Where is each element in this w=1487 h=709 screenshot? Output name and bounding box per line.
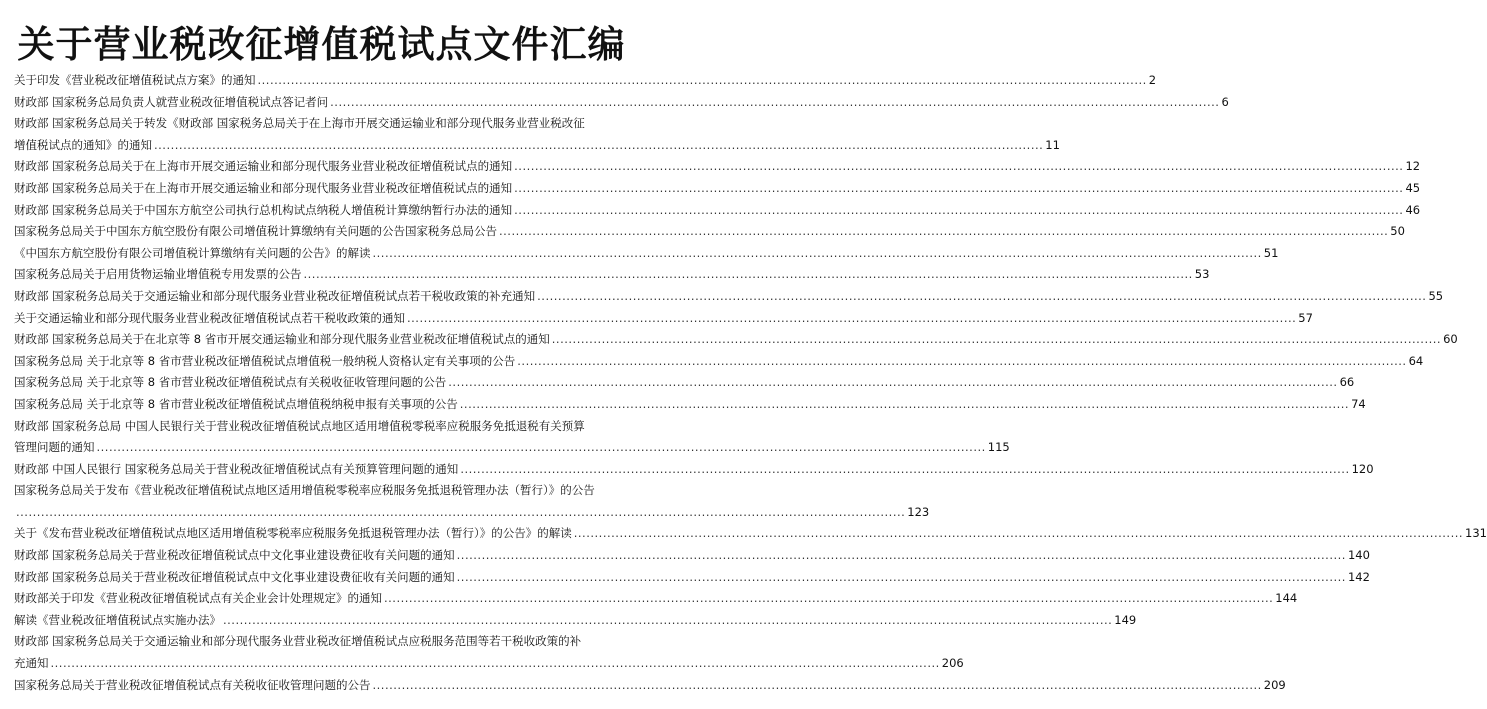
toc-page-number: 66 xyxy=(1339,375,1355,390)
toc-entry-title: 财政部 国家税务总局负责人就营业税改征增值税试点答记者问 xyxy=(14,94,329,109)
toc-entry[interactable] xyxy=(14,545,1370,567)
toc-entry[interactable] xyxy=(14,567,1370,589)
toc-leader-dots xyxy=(537,286,1426,308)
toc-leader-dots xyxy=(373,243,1262,265)
toc-leader-dots xyxy=(517,351,1406,373)
toc-entry[interactable] xyxy=(14,675,1286,697)
toc-entry-title: 解读《营业税改征增值税试点实施办法》 xyxy=(14,612,221,627)
toc-page-number: 51 xyxy=(1263,245,1279,260)
toc-entry[interactable] xyxy=(14,264,1210,286)
toc-entry-title: 国家税务总局关于中国东方航空股份有限公司增值税计算缴纳有关问题的公告国家税务总局公告 xyxy=(14,224,497,239)
toc-entry-title: 国家税务总局 关于北京等 8 省市营业税改征增值税试点增值税一般纳税人资格认定有关事项的公告 xyxy=(14,353,516,368)
toc-entry[interactable] xyxy=(14,459,1374,481)
toc-page-number: 115 xyxy=(987,440,1010,455)
toc-leader-dots xyxy=(97,437,986,459)
toc-leader-dots xyxy=(16,502,905,524)
toc-entry-title: 关于《发布营业税改征增值税试点地区适用增值税零税率应税服务免抵退税管理办法（暂行）》的公告》的解读 xyxy=(14,526,572,541)
toc-entry-title: 财政部 国家税务总局关于交通运输业和部分现代服务业营业税改征增值税试点若干税收政策的补充通知 xyxy=(14,288,536,303)
toc-leader-dots xyxy=(373,675,1262,697)
toc-leader-dots xyxy=(154,135,1043,157)
toc-entry-title: 国家税务总局关于启用货物运输业增值税专用发票的公告 xyxy=(14,267,302,282)
table-of-contents xyxy=(14,70,1487,696)
toc-entry[interactable] xyxy=(14,351,1424,373)
toc-entry-title: 财政部 国家税务总局关于在上海市开展交通运输业和部分现代服务业营业税改征增值税试点的通知 xyxy=(14,159,513,174)
document-title: 关于营业税改征增值税试点文件汇编 xyxy=(17,22,626,66)
toc-entry[interactable] xyxy=(14,631,964,674)
toc-page-number: 123 xyxy=(907,504,930,519)
toc-page-number: 131 xyxy=(1465,526,1487,541)
toc-leader-dots xyxy=(384,588,1273,610)
toc-entry-title: 财政部 国家税务总局关于中国东方航空公司执行总机构试点纳税人增值税计算缴纳暂行办法的通知 xyxy=(14,202,513,217)
toc-page-number: 60 xyxy=(1443,332,1458,347)
toc-entry[interactable] xyxy=(14,588,1298,610)
toc-leader-dots xyxy=(223,610,1112,632)
toc-entry[interactable] xyxy=(14,416,1010,459)
toc-entry[interactable] xyxy=(14,523,1487,545)
toc-page-number: 74 xyxy=(1351,396,1366,411)
toc-leader-dots xyxy=(499,221,1388,243)
toc-leader-dots xyxy=(460,394,1349,416)
toc-page-number: 55 xyxy=(1428,288,1444,303)
toc-entry-title: 财政部关于印发《营业税改征增值税试点有关企业会计处理规定》的通知 xyxy=(14,591,382,606)
toc-page-number: 45 xyxy=(1405,180,1421,195)
toc-entry[interactable] xyxy=(14,178,1421,200)
toc-entry[interactable] xyxy=(14,329,1458,351)
toc-page-number: 142 xyxy=(1347,569,1370,584)
toc-entry-title: 财政部 国家税务总局关于营业税改征增值税试点中文化事业建设费征收有关问题的通知 xyxy=(14,569,455,584)
toc-leader-dots xyxy=(457,545,1346,567)
toc-entry[interactable] xyxy=(14,308,1313,330)
toc-leader-dots xyxy=(514,200,1403,222)
toc-leader-dots xyxy=(51,653,940,675)
toc-leader-dots xyxy=(552,329,1441,351)
toc-entry-title: 财政部 国家税务总局关于交通运输业和部分现代服务业营业税改征增值税试点应税服务范围等若干税收政策的补 xyxy=(14,634,582,649)
toc-entry-title: 国家税务总局关于发布《营业税改征增值税试点地区适用增值税零税率应税服务免抵退税管理办法（暂行）》的公告 xyxy=(14,483,595,498)
toc-page-number: 46 xyxy=(1405,202,1421,217)
toc-entry[interactable] xyxy=(14,394,1366,416)
toc-entry-title: 财政部 国家税务总局关于在上海市开展交通运输业和部分现代服务业营业税改征增值税试点的通知 xyxy=(14,180,513,195)
toc-page-number: 120 xyxy=(1351,461,1374,476)
toc-entry-title: 关于印发《营业税改征增值税试点方案》的通知 xyxy=(14,73,256,87)
toc-page-number: 6 xyxy=(1221,94,1229,109)
toc-entry[interactable] xyxy=(14,156,1421,178)
toc-page-number: 209 xyxy=(1263,677,1286,692)
toc-entry-title: 增值税试点的通知》的通知 xyxy=(14,137,152,152)
toc-entry-title: 国家税务总局关于营业税改征增值税试点有关税收征收管理问题的公告 xyxy=(14,677,371,692)
toc-entry[interactable] xyxy=(14,113,1060,156)
toc-page-number: 12 xyxy=(1405,159,1421,174)
toc-page-number: 53 xyxy=(1194,267,1210,282)
toc-entry-title: 《中国东方航空股份有限公司增值税计算缴纳有关问题的公告》的解读 xyxy=(14,245,371,260)
toc-page-number: 64 xyxy=(1408,353,1424,368)
toc-entry-title: 管理问题的通知 xyxy=(14,440,95,455)
toc-page-number: 144 xyxy=(1275,591,1298,606)
toc-page-number: 57 xyxy=(1298,310,1313,325)
toc-entry[interactable] xyxy=(14,243,1279,265)
toc-entry[interactable] xyxy=(14,200,1421,222)
toc-leader-dots xyxy=(258,70,1147,92)
toc-entry-title: 充通知 xyxy=(14,656,49,671)
toc-page-number: 149 xyxy=(1114,612,1137,627)
toc-entry[interactable] xyxy=(14,610,1137,632)
toc-entry-title: 财政部 国家税务总局关于转发《财政部 国家税务总局关于在上海市开展交通运输业和部分现代服务业营业税改征 xyxy=(14,116,585,131)
toc-page-number: 50 xyxy=(1390,224,1405,239)
toc-entry[interactable] xyxy=(14,480,930,523)
toc-entry[interactable] xyxy=(14,221,1405,243)
toc-leader-dots xyxy=(574,523,1463,545)
toc-leader-dots xyxy=(460,459,1349,481)
toc-leader-dots xyxy=(514,178,1403,200)
toc-leader-dots xyxy=(457,567,1346,589)
toc-leader-dots xyxy=(407,308,1296,330)
toc-entry-title: 国家税务总局 关于北京等 8 省市营业税改征增值税试点增值税纳税申报有关事项的公告 xyxy=(14,396,458,411)
toc-leader-dots xyxy=(448,372,1337,394)
toc-entry-title: 关于交通运输业和部分现代服务业营业税改征增值税试点若干税收政策的通知 xyxy=(14,310,405,325)
toc-entry-title: 财政部 国家税务总局 中国人民银行关于营业税改征增值税试点地区适用增值税零税率应税服务免抵退税有关预算 xyxy=(14,418,585,433)
toc-page-number: 206 xyxy=(941,656,964,671)
toc-entry-title: 财政部 国家税务总局关于在北京等 8 省市开展交通运输业和部分现代服务业营业税改征增值税试点的通知 xyxy=(14,332,550,347)
toc-leader-dots xyxy=(330,92,1219,114)
toc-page-number: 140 xyxy=(1347,548,1370,563)
toc-entry[interactable] xyxy=(14,286,1444,308)
toc-entry-title: 财政部 国家税务总局关于营业税改征增值税试点中文化事业建设费征收有关问题的通知 xyxy=(14,548,455,563)
toc-entry[interactable] xyxy=(14,70,1157,92)
toc-leader-dots xyxy=(514,156,1403,178)
toc-entry[interactable] xyxy=(14,92,1229,114)
toc-entry-title: 财政部 中国人民银行 国家税务总局关于营业税改征增值税试点有关预算管理问题的通知 xyxy=(14,461,459,476)
toc-entry-title: 国家税务总局 关于北京等 8 省市营业税改征增值税试点有关税收征收管理问题的公告 xyxy=(14,375,447,390)
toc-leader-dots xyxy=(304,264,1193,286)
toc-page-number: 11 xyxy=(1045,137,1060,152)
toc-entry[interactable] xyxy=(14,372,1355,394)
toc-page-number: 2 xyxy=(1148,73,1157,87)
